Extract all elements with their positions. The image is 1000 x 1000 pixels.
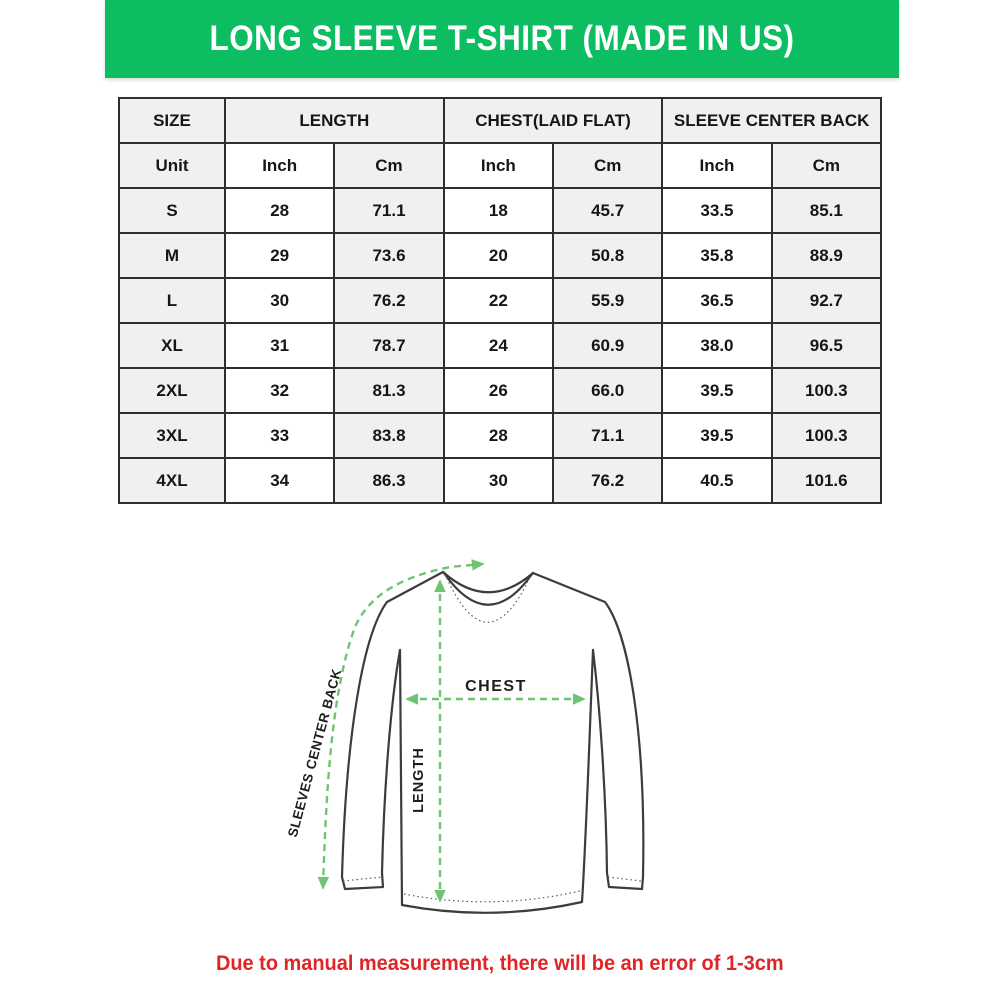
value-cell: 30 [225, 278, 334, 323]
table-row-m [119, 233, 881, 278]
value-cell: 33.5 [662, 188, 771, 233]
unit-header-cm: Cm [553, 143, 662, 188]
value-cell: 28 [225, 188, 334, 233]
left-sleeve-outline [342, 572, 443, 889]
value-cell: 40.5 [662, 458, 771, 503]
value-cell: 66.0 [553, 368, 662, 413]
length-label: LENGTH [411, 747, 427, 813]
value-cell: 39.5 [662, 413, 771, 458]
chest-label: CHEST [465, 678, 527, 695]
value-cell: 55.9 [553, 278, 662, 323]
value-cell: 38.0 [662, 323, 771, 368]
col-header-chest: CHEST(LAID FLAT) [444, 98, 663, 143]
unit-header-inch: Inch [225, 143, 334, 188]
table-row-xl [119, 323, 881, 368]
value-cell: 100.3 [772, 368, 881, 413]
size-cell: XL [119, 323, 225, 368]
unit-header-inch: Inch [444, 143, 553, 188]
size-cell: S [119, 188, 225, 233]
collar-inner-curve [444, 573, 532, 605]
value-cell: 33 [225, 413, 334, 458]
value-cell: 76.2 [553, 458, 662, 503]
value-cell: 50.8 [553, 233, 662, 278]
value-cell: 20 [444, 233, 553, 278]
value-cell: 88.9 [772, 233, 881, 278]
value-cell: 29 [225, 233, 334, 278]
size-cell: M [119, 233, 225, 278]
value-cell: 36.5 [662, 278, 771, 323]
value-cell: 71.1 [334, 188, 443, 233]
value-cell: 28 [444, 413, 553, 458]
right-cuff-stitch [608, 877, 641, 881]
right-sleeve-outline [533, 573, 643, 889]
value-cell: 35.8 [662, 233, 771, 278]
col-header-sleeve: SLEEVE CENTER BACK [662, 98, 881, 143]
value-cell: 22 [444, 278, 553, 323]
value-cell: 92.7 [772, 278, 881, 323]
collar-back-stitch [445, 574, 531, 622]
value-cell: 86.3 [334, 458, 443, 503]
value-cell: 76.2 [334, 278, 443, 323]
value-cell: 45.7 [553, 188, 662, 233]
measurement-note-row [0, 952, 1000, 976]
value-cell: 73.6 [334, 233, 443, 278]
unit-header-inch: Inch [662, 143, 771, 188]
unit-header-row [119, 143, 881, 188]
value-cell: 85.1 [772, 188, 881, 233]
value-cell: 18 [444, 188, 553, 233]
value-cell: 31 [225, 323, 334, 368]
size-table [118, 97, 882, 504]
size-cell: L [119, 278, 225, 323]
table-row-2xl [119, 368, 881, 413]
value-cell: 24 [444, 323, 553, 368]
measurement-note: Due to manual measurement, there will be an error of 1-3cm [216, 952, 784, 975]
value-cell: 32 [225, 368, 334, 413]
size-cell: 2XL [119, 368, 225, 413]
unit-header: Unit [119, 143, 225, 188]
value-cell: 78.7 [334, 323, 443, 368]
group-header-row [119, 98, 881, 143]
value-cell: 39.5 [662, 368, 771, 413]
unit-header-cm: Cm [772, 143, 881, 188]
hem-stitch [404, 891, 580, 902]
title-banner [105, 0, 899, 78]
value-cell: 101.6 [772, 458, 881, 503]
unit-header-cm: Cm [334, 143, 443, 188]
col-header-length: LENGTH [225, 98, 444, 143]
value-cell: 100.3 [772, 413, 881, 458]
value-cell: 30 [444, 458, 553, 503]
size-cell: 3XL [119, 413, 225, 458]
size-cell: 4XL [119, 458, 225, 503]
page-title: LONG SLEEVE T-SHIRT (MADE IN US) [209, 19, 795, 58]
value-cell: 96.5 [772, 323, 881, 368]
table-row-3xl [119, 413, 881, 458]
value-cell: 81.3 [334, 368, 443, 413]
value-cell: 83.8 [334, 413, 443, 458]
value-cell: 60.9 [553, 323, 662, 368]
table-row-4xl [119, 458, 881, 503]
value-cell: 26 [444, 368, 553, 413]
tshirt-diagram [285, 540, 715, 940]
value-cell: 34 [225, 458, 334, 503]
value-cell: 71.1 [553, 413, 662, 458]
sleeve-center-back-label: SLEEVES CENTER BACK [285, 666, 345, 839]
left-cuff-stitch [343, 877, 382, 881]
table-row-s [119, 188, 881, 233]
table-row-l [119, 278, 881, 323]
col-header-size: SIZE [119, 98, 225, 143]
